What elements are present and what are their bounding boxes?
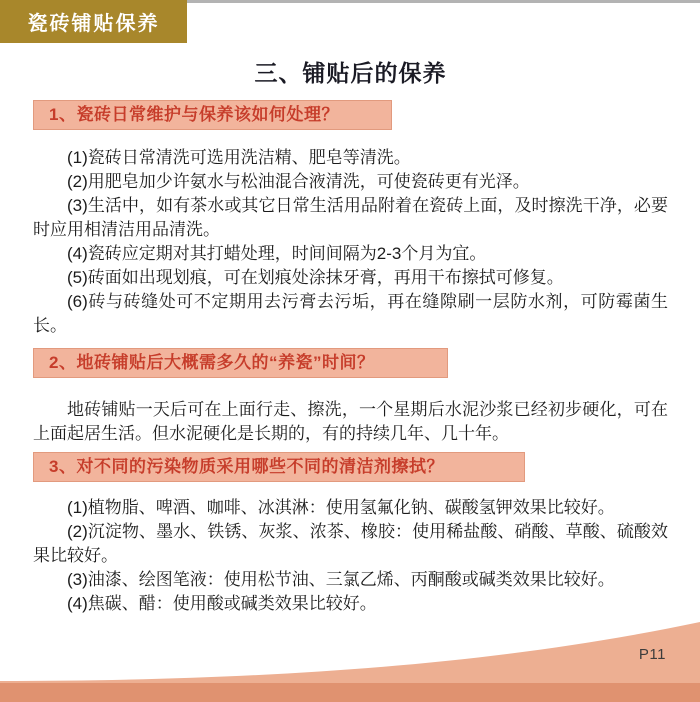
section-1 <box>33 100 668 338</box>
paragraph: (1)瓷砖日常清洗可选用洗洁精、肥皂等清洗。 <box>67 148 411 167</box>
footer-wave <box>0 620 700 702</box>
paragraph: (2)沉淀物、墨水、铁锈、灰浆、浓茶、橡胶：使用稀盐酸、硝酸、草酸、硫酸效果比较好。 <box>33 522 668 565</box>
page-title: 三、铺贴后的保养 <box>254 60 447 86</box>
section-3 <box>33 452 668 616</box>
section-2 <box>33 348 668 446</box>
wave-dark-band <box>0 683 700 702</box>
paragraph: 地砖铺贴一天后可在上面行走、擦洗，一个星期后水泥沙浆已经初步硬化，可在上面起居生活。但水泥硬化是长期的，有的持续几年、几十年。 <box>33 400 668 443</box>
content-area <box>0 56 700 616</box>
section-3-heading: 3、对不同的污染物质采用哪些不同的清洁剂擦拭？ <box>33 452 525 482</box>
paragraph: (2)用肥皂加少许氨水与松油混合液清洗，可使瓷砖更有光泽。 <box>67 172 530 191</box>
badge-label: 瓷砖铺贴保养 <box>27 13 160 35</box>
section-3-body <box>33 496 668 616</box>
paragraph: (4)焦碳、醋：使用酸或碱类效果比较好。 <box>67 594 377 613</box>
section-1-heading: 1、瓷砖日常维护与保养该如何处理？ <box>33 100 392 130</box>
paragraph: (6)砖与砖缝处可不定期用去污膏去污垢，再在缝隙刷一层防水剂，可防霉菌生长。 <box>33 292 668 335</box>
page-number: P11 <box>638 646 666 663</box>
paragraph: (4)瓷砖应定期对其打蜡处理，时间间隔为2-3个月为宜。 <box>67 244 487 263</box>
paragraph: (5)砖面如出现划痕，可在划痕处涂抹牙膏，再用干布擦拭可修复。 <box>67 268 564 287</box>
section-2-body <box>33 398 668 446</box>
paragraph: (1)植物脂、啤酒、咖啡、冰淇淋：使用氢氟化钠、碳酸氢钾效果比较好。 <box>67 498 615 517</box>
section-1-body <box>33 146 668 338</box>
section-2-heading: 2、地砖铺贴后大概需多久的“养瓷”时间？ <box>33 348 448 378</box>
page-badge <box>0 0 187 43</box>
paragraph: (3)生活中，如有茶水或其它日常生活用品附着在瓷砖上面，及时擦洗干净，必要时应用相清洁用品清洗。 <box>33 196 668 239</box>
paragraph: (3)油漆、绘图笔液：使用松节油、三氯乙烯、丙酮酸或碱类效果比较好。 <box>67 570 615 589</box>
